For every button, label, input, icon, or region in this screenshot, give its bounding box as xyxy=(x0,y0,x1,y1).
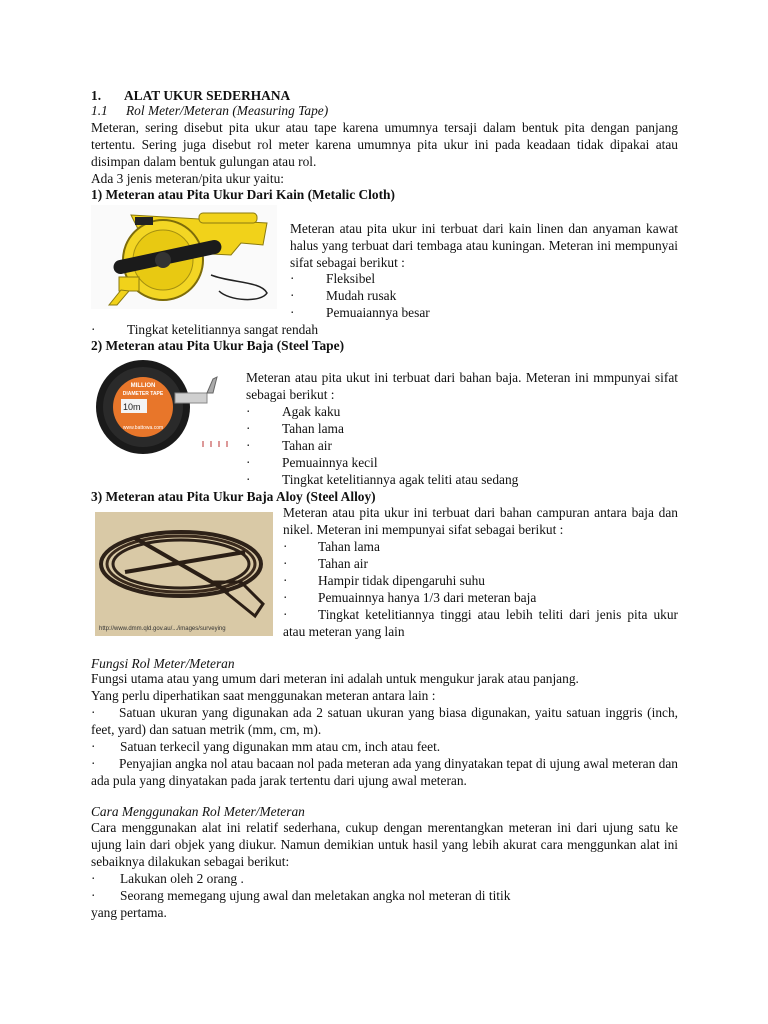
section-2-title: 2) Meteran atau Pita Ukur Baja (Steel Tape) xyxy=(91,338,345,353)
s2-item-4: Pemuainnya kecil xyxy=(282,455,378,470)
bullet-marker: · xyxy=(246,455,251,470)
fungsi-item-1: Satuan ukuran yang digunakan ada 2 satuan ukuran yang biasa digunakan, yaitu satuan inggris (inch, feet, yard) dan satuan metrik (mm, cm, m). xyxy=(91,705,678,737)
section-3-description: Meteran atau pita ukur ini terbuat dari bahan campuran antara baja dan nikel. Meteran ini mempunyai sifat sebagai berikut : xyxy=(283,505,678,537)
s3-item-2: Tahan air xyxy=(318,556,368,571)
cara-item-1: Lakukan oleh 2 orang . xyxy=(120,871,244,886)
s2-item-2: Tahan lama xyxy=(282,421,344,436)
fungsi-title: Fungsi Rol Meter/Meteran xyxy=(91,656,235,671)
steel-tape-image xyxy=(95,357,235,457)
tape-brand-text: MILLION xyxy=(130,383,156,389)
fungsi-paragraph-2: Yang perlu diperhatikan saat menggunakan meteran antara lain : xyxy=(91,688,436,703)
bullet-marker: · xyxy=(283,539,288,554)
section-1-description: Meteran atau pita ukur ini terbuat dari kain linen dan anyaman kawat halus yang terbuat dari tembaga atau kuningan. Meteran ini mempunyai sifat sebagai berikut : xyxy=(290,221,678,270)
bullet-marker: · xyxy=(283,607,288,622)
s1-item-2: Mudah rusak xyxy=(326,288,397,303)
bullet-marker: · xyxy=(283,590,288,605)
section-1-title: 1) Meteran atau Pita Ukur Dari Kain (Metalic Cloth) xyxy=(91,187,395,202)
bullet-marker: · xyxy=(246,438,251,453)
section-2-description: Meteran atau pita ukut ini terbuat dari bahan baja. Meteran ini mmpunyai sifat sebagai berikut : xyxy=(246,370,678,402)
subsection-title: Rol Meter/Meteran (Measuring Tape) xyxy=(126,103,329,118)
bullet-marker: · xyxy=(283,556,288,571)
intro-line: Ada 3 jenis meteran/pita ukur yaitu: xyxy=(91,171,284,186)
subsection-number: 1.1 xyxy=(91,103,108,118)
s1-item-3: Pemuaiannya besar xyxy=(326,305,430,320)
bullet-marker: · xyxy=(91,888,96,903)
cara-title: Cara Menggunakan Rol Meter/Meteran xyxy=(91,804,305,819)
steel-alloy-image xyxy=(95,512,273,636)
bullet-marker: · xyxy=(290,271,295,286)
s3-item-3: Hampir tidak dipengaruhi suhu xyxy=(318,573,485,588)
fungsi-item-3: Penyajian angka nol atau bacaan nol pada meteran ada yang dinyatakan tepat di ujung awal meteran dan ada pula yang dinyatakan pada jarak tertentu dari ujung awal meteran. xyxy=(91,756,678,788)
cara-item-2: Seorang memegang ujung awal dan meletakan angka nol meteran di titik xyxy=(120,888,511,903)
cara-paragraph: Cara menggunakan alat ini relatif sederhana, cukup dengan merentangkan meteran ini dari ujung satu ke ujung lain dari objek yang diukur. Namun demikian untuk hasil yang lebih akurat cara menggunkan alat ini sebaiknya dilakukan sebagai berikut: xyxy=(91,820,678,869)
s1-item-1: Fleksibel xyxy=(326,271,376,286)
bullet-marker: · xyxy=(246,472,251,487)
s2-item-3: Tahan air xyxy=(282,438,332,453)
bullet-marker: · xyxy=(91,756,96,771)
s1-item-4: Tingkat ketelitiannya sangat rendah xyxy=(127,322,319,337)
section-number: 1. xyxy=(91,88,102,103)
tape-url-text: www.battowa.com xyxy=(122,425,164,431)
bullet-marker: · xyxy=(91,322,96,337)
bullet-marker: · xyxy=(91,739,96,754)
section-3-title: 3) Meteran atau Pita Ukur Baja Aloy (Steel Alloy) xyxy=(91,489,376,504)
bullet-marker: · xyxy=(246,421,251,436)
s3-item-4: Pemuainnya hanya 1/3 dari meteran baja xyxy=(318,590,537,605)
bullet-marker: · xyxy=(283,573,288,588)
cara-tail: yang pertama. xyxy=(91,905,167,920)
image-url-caption: http://www.dmm.qld.gov.au/.../images/surveying xyxy=(99,626,226,632)
bullet-marker: · xyxy=(246,404,251,419)
tape-length-text: 10m xyxy=(123,402,141,412)
cloth-tape-image xyxy=(91,205,277,309)
bullet-marker: · xyxy=(91,705,96,720)
fungsi-paragraph-1: Fungsi utama atau yang umum dari meteran ini adalah untuk mengukur jarak atau panjang. xyxy=(91,671,579,686)
s3-item-5: Tingkat ketelitiannya tinggi atau lebih teliti dari jenis pita ukur atau meteran yang lain xyxy=(283,607,678,639)
intro-paragraph: Meteran, sering disebut pita ukur atau tape karena umumnya tersaji dalam bentuk pita dengan panjang tertentu. Sering juga disebut rol meter karena umumnya pita ukur ini pada keadaan tidak dipakai atau disimpan dalam bentuk gulungan atau rol. xyxy=(91,120,678,169)
s2-item-5: Tingkat ketelitiannya agak teliti atau sedang xyxy=(282,472,519,487)
bullet-marker: · xyxy=(91,871,96,886)
s3-item-1: Tahan lama xyxy=(318,539,380,554)
tape-type-text: DIAMETER TAPE xyxy=(122,391,164,397)
section-title: ALAT UKUR SEDERHANA xyxy=(124,88,291,103)
s2-item-1: Agak kaku xyxy=(282,404,341,419)
bullet-marker: · xyxy=(290,288,295,303)
bullet-marker: · xyxy=(290,305,295,320)
fungsi-item-2: Satuan terkecil yang digunakan mm atau cm, inch atau feet. xyxy=(120,739,441,754)
